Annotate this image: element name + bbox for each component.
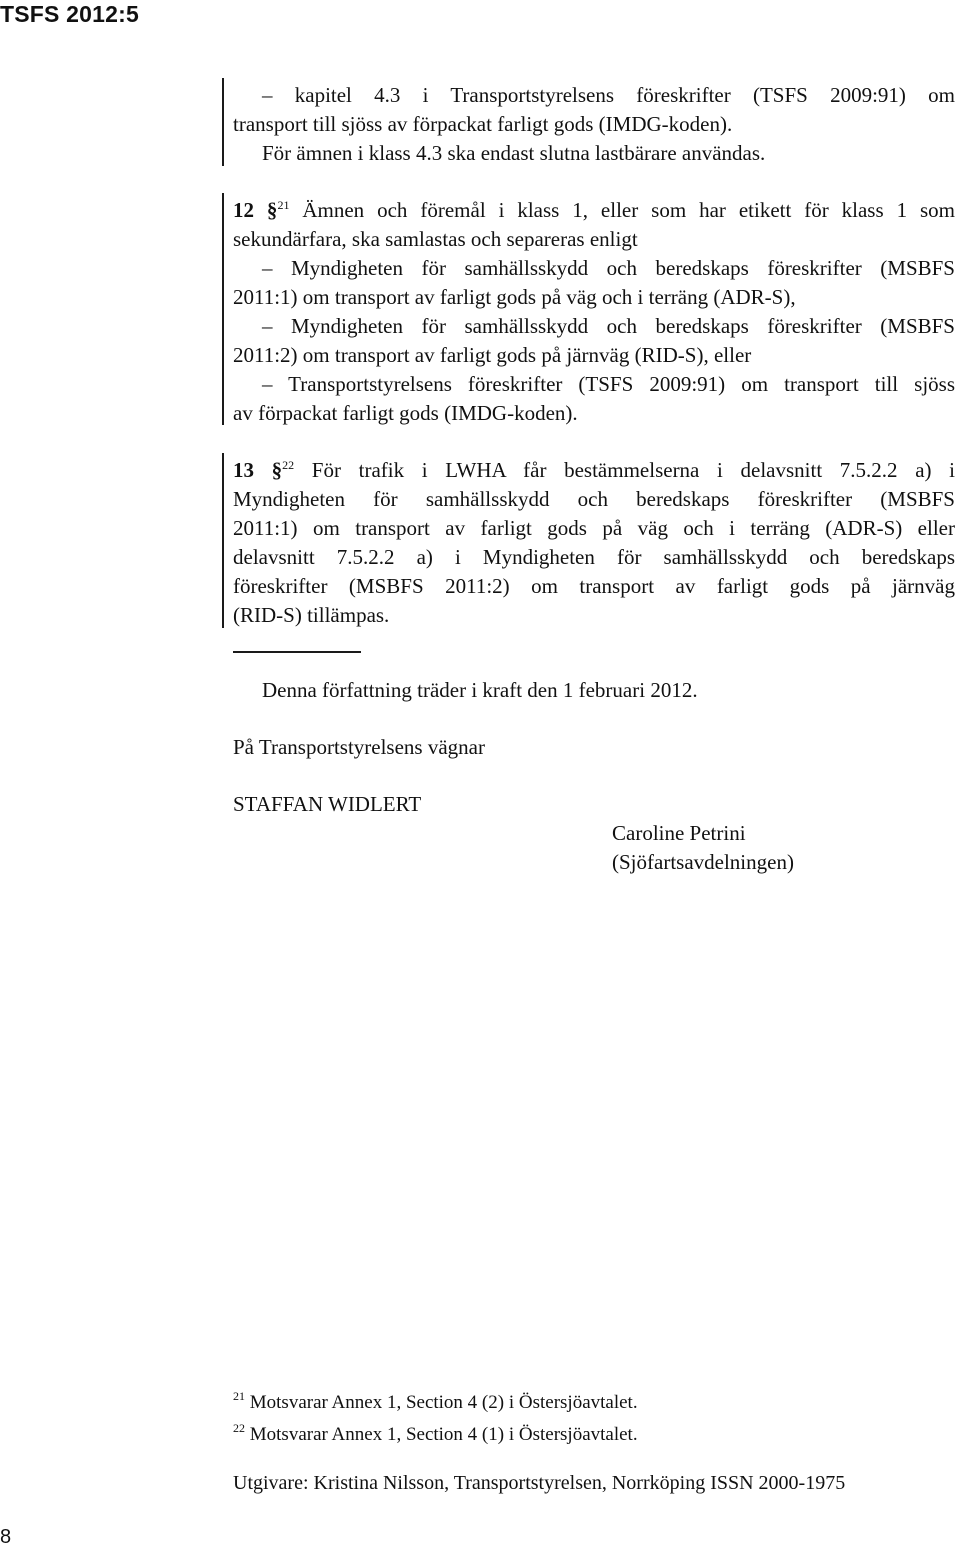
footnote-ref-21: 21 xyxy=(277,198,290,212)
footnote-number: 22 xyxy=(233,1421,245,1435)
section-12-text: Ämnen och föremål i klass 1, eller som har etikett för klass 1 som xyxy=(289,198,956,222)
change-bar-section-12 xyxy=(222,193,224,425)
section-13-text-line: Myndigheten för samhällsskydd och beredskaps föreskrifter (MSBFS xyxy=(233,487,955,511)
section-13-text-line: delavsnitt 7.5.2.2 a) i Myndigheten för samhällsskydd och beredskaps xyxy=(233,545,955,569)
running-header: TSFS 2012:5 xyxy=(0,1,139,27)
section-12-list-item: – Myndigheten för samhällsskydd och beredskaps föreskrifter (MSBFS xyxy=(262,256,955,280)
change-bar-intro xyxy=(222,78,224,166)
on-behalf-line: På Transportstyrelsens vägnar xyxy=(233,735,485,759)
section-12-list-item-cont: 2011:2) om transport av farligt gods på järnväg (RID-S), eller xyxy=(233,343,752,367)
entry-into-force: Denna författning träder i kraft den 1 februari 2012. xyxy=(262,678,698,702)
page-number: 8 xyxy=(0,1526,12,1548)
section-12-list-item: – Transportstyrelsens föreskrifter (TSFS 2009:91) om transport till sjöss xyxy=(262,372,955,396)
section-12-list-item-cont: 2011:1) om transport av farligt gods på väg och i terräng (ADR-S), xyxy=(233,285,796,309)
intro-list-item-line: – kapitel 4.3 i Transportstyrelsens föreskrifter (TSFS 2009:91) om xyxy=(262,83,955,107)
section-12-list-item-cont: av förpackat farligt gods (IMDG-koden). xyxy=(233,401,578,425)
publisher-line: Utgivare: Kristina Nilsson, Transportstyrelsen, Norrköping ISSN 2000-1975 xyxy=(233,1472,846,1494)
section-12-text-line: sekundärfara, ska samlastas och separeras enligt xyxy=(233,227,638,251)
signatory-name: STAFFAN WIDLERT xyxy=(233,792,422,816)
intro-list-item-line: transport till sjöss av förpackat farligt gods (IMDG-koden). xyxy=(233,112,733,136)
section-13-heading-line xyxy=(233,456,955,485)
change-bar-section-13 xyxy=(222,453,224,628)
section-12-list-item: – Myndigheten för samhällsskydd och beredskaps föreskrifter (MSBFS xyxy=(262,314,955,338)
footnote-text: Motsvarar Annex 1, Section 4 (2) i Östersjöavtalet. xyxy=(245,1392,638,1413)
cosignatory-department: (Sjöfartsavdelningen) xyxy=(612,850,794,874)
footnote-22 xyxy=(233,1423,638,1447)
cosignatory-name: Caroline Petrini xyxy=(612,821,746,845)
footnote-text: Motsvarar Annex 1, Section 4 (1) i Östersjöavtalet. xyxy=(245,1424,638,1445)
footnote-number: 21 xyxy=(233,1389,245,1403)
section-13-text-line: (RID-S) tillämpas. xyxy=(233,603,390,627)
separator-rule xyxy=(233,651,361,653)
intro-note: För ämnen i klass 4.3 ska endast slutna lastbärare användas. xyxy=(262,141,766,165)
section-13-text-line: 2011:1) om transport av farligt gods på väg och i terräng (ADR-S) eller xyxy=(233,516,955,540)
section-13-text: För trafik i LWHA får bestämmelserna i delavsnitt 7.5.2.2 a) i xyxy=(294,458,956,482)
footnote-ref-22: 22 xyxy=(282,458,295,472)
section-12-heading-line xyxy=(233,196,955,225)
section-12-number: 12 § xyxy=(233,198,278,222)
section-13-text-line: föreskrifter (MSBFS 2011:2) om transport av farligt gods på järnväg xyxy=(233,574,955,598)
section-13-number: 13 § xyxy=(233,458,283,482)
footnote-21 xyxy=(233,1391,638,1415)
